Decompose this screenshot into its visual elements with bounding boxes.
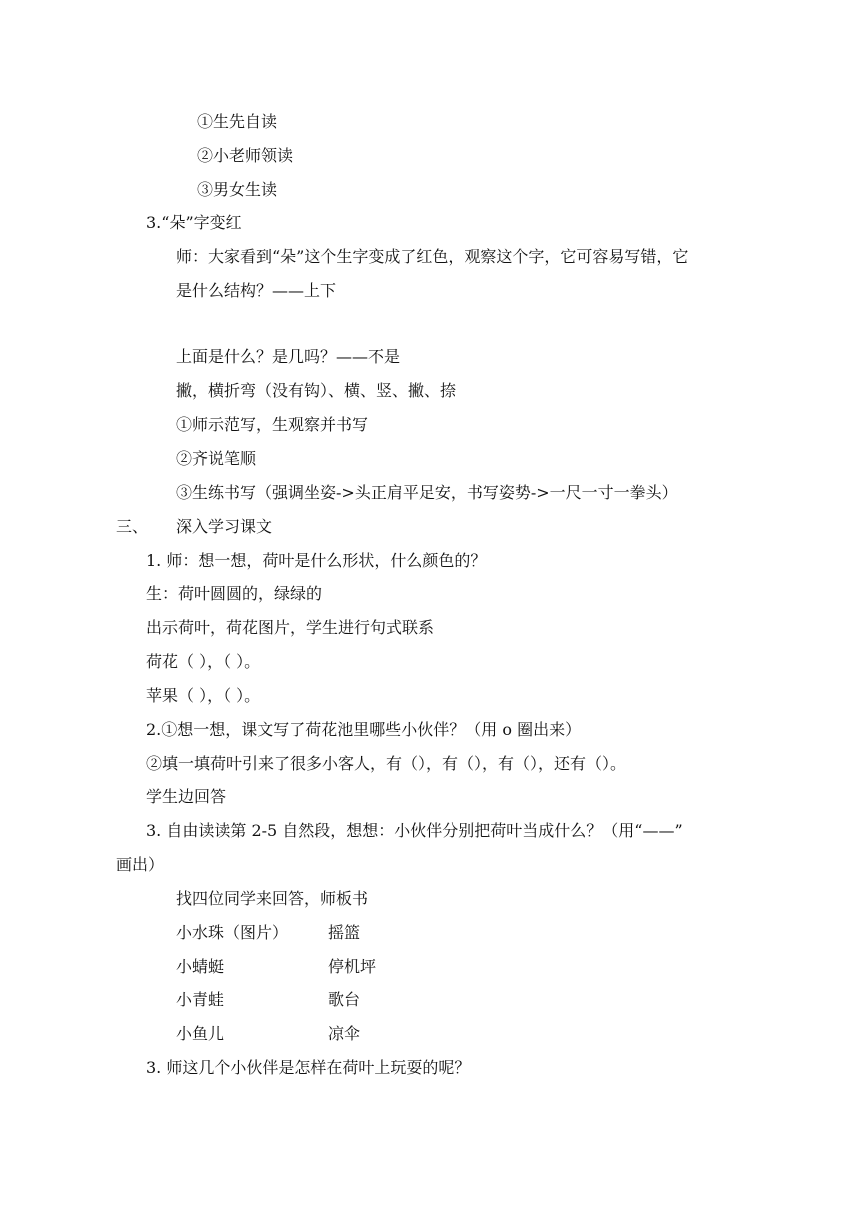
answer-note: 学生边回答 [146, 787, 227, 806]
board-intro: 找四位同学来回答，师板书 [176, 889, 369, 908]
duo-step-2: ②齐说笔顺 [176, 449, 257, 468]
teacher-line-2: 是什么结构？——上下 [176, 281, 337, 300]
reading-step-1: ①生先自读 [197, 112, 278, 131]
board-friend: 小青蛙 [176, 990, 225, 1009]
board-thing: 摇篮 [328, 923, 361, 942]
board-friend: 小鱼儿 [176, 1024, 225, 1043]
board-thing: 停机坪 [328, 957, 377, 976]
top-question: 上面是什么？是几吗？——不是 [176, 347, 401, 366]
question-3-line-1: 3. 自由读读第 2-5 自然段，想想：小伙伴分别把荷叶当成什么？（用“——” [146, 821, 683, 840]
question-2b: ②填一填荷叶引来了很多小客人，有（），有（），有（），还有（）。 [146, 754, 627, 773]
answer-1: 生：荷叶圆圆的，绿绿的 [146, 584, 323, 603]
reading-step-2: ②小老师领读 [197, 146, 294, 165]
board-friend: 小蜻蜓 [176, 957, 225, 976]
board-thing: 歌台 [328, 990, 361, 1009]
duo-step-3: ③生练书写（强调坐姿->头正肩平足安，书写姿势->一尺一寸一拳头） [176, 483, 678, 502]
duo-heading: 3.“朵”字变红 [146, 213, 242, 232]
question-3-line-2: 画出） [116, 855, 165, 874]
question-1: 1. 师：想一想，荷叶是什么形状，什么颜色的？ [146, 551, 487, 570]
board-friend: 小水珠（图片） [176, 923, 289, 942]
show-pictures: 出示荷叶，荷花图片，学生进行句式联系 [146, 618, 435, 637]
board-thing: 凉伞 [328, 1024, 361, 1043]
teacher-line-1: 师：大家看到“朵”这个生字变成了红色，观察这个字，它可容易写错，它 [176, 247, 689, 266]
question-4: 3. 师这几个小伙伴是怎样在荷叶上玩耍的呢？ [146, 1058, 471, 1077]
pattern-apple: 苹果（ ），（ ）。 [146, 686, 261, 705]
part3-title: 深入学习课文 [176, 517, 273, 536]
part3-number: 三、 [116, 517, 149, 536]
pattern-lotus: 荷花（ ），（ ）。 [146, 652, 261, 671]
stroke-order: 撇，横折弯（没有钩）、横、竖、撇、捺 [176, 381, 457, 400]
question-2a: 2.①想一想，课文写了荷花池里哪些小伙伴？（用 o 圈出来） [146, 720, 582, 739]
duo-step-1: ①师示范写，生观察并书写 [176, 415, 369, 434]
reading-step-3: ③男女生读 [197, 180, 278, 199]
